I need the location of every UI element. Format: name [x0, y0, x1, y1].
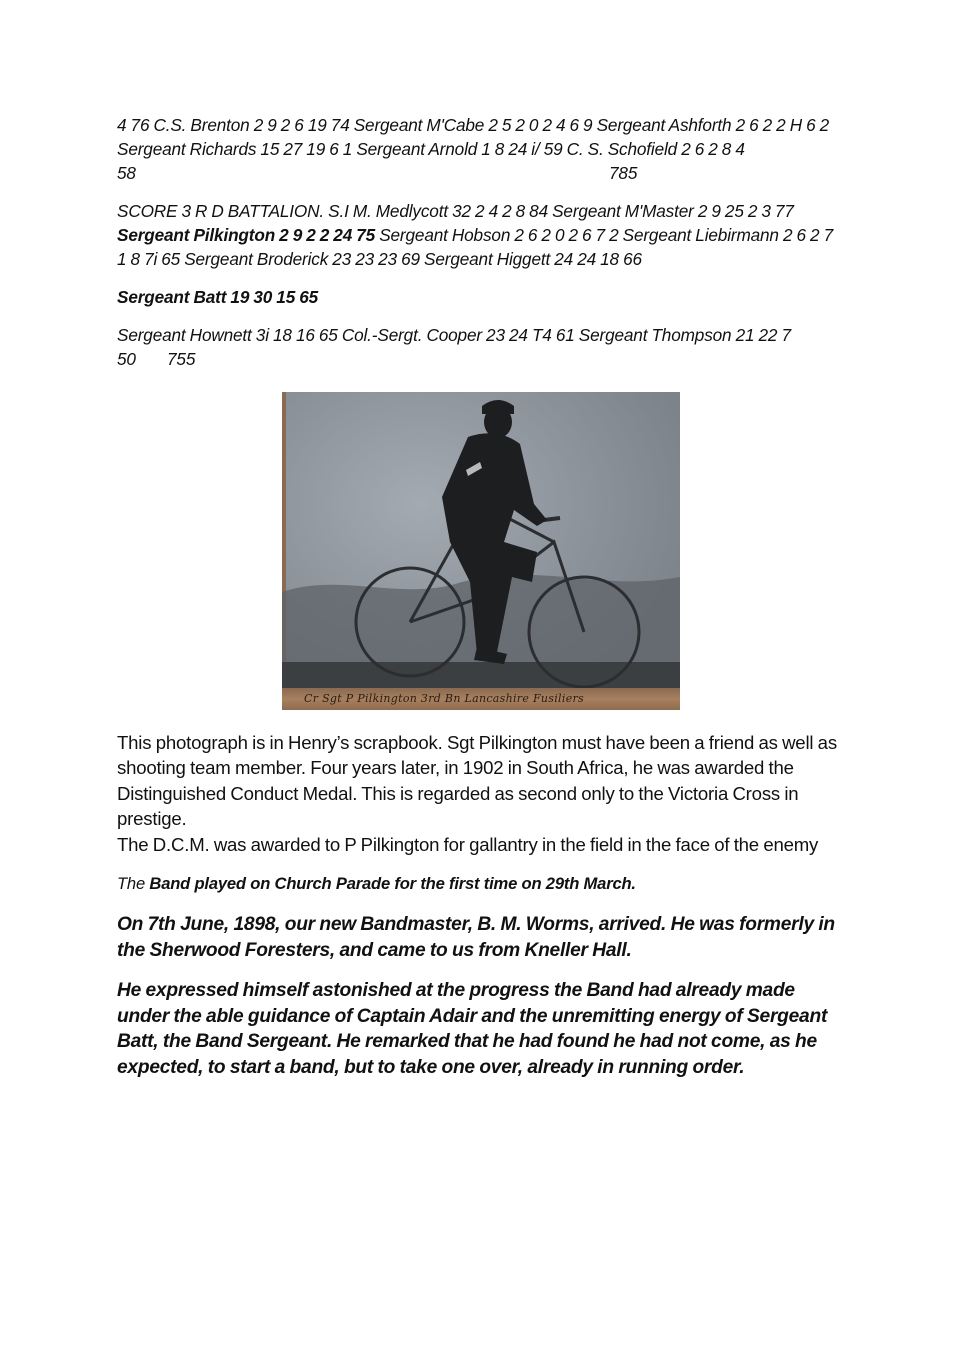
score-total-row — [117, 161, 843, 185]
narrative-section — [117, 730, 843, 1096]
dcm-paragraph: The D.C.M. was awarded to P Pilkington for gallantry in the field in the face of the enemy — [117, 833, 819, 855]
score-block-2 — [117, 199, 843, 271]
score-tail: 58 — [117, 163, 136, 183]
band-text: Band played on Church Parade for the first time on 29th March. — [149, 874, 636, 894]
pilkington-photograph — [282, 392, 680, 710]
document-page — [117, 113, 843, 371]
score-line: Sergeant Hownett 3i 18 16 65 Col.-Sergt. Cooper 23 24 T4 61 Sergeant Thompson 21 22 7 — [117, 325, 791, 345]
band-progress-paragraph: He expressed himself astonished at the progress the Band had already made under the able guidance of Captain Adair and the unremitting energy of Sergeant Batt, the Band Sergeant. He remarked that he had found he had not come, as he expected, to start a band, but to take one over, already in running order. — [117, 980, 828, 1078]
score-text: SCORE 3 R D BATTALION. S.I M. Medlycott 32 2 4 2 8 84 Sergeant M'Master 2 9 25 2 3 77 — [117, 201, 794, 221]
score-total: 755 — [167, 349, 196, 369]
photo-illustration — [282, 392, 680, 710]
score-tail: 50 — [117, 349, 136, 369]
scrapbook-paragraph: This photograph is in Henry’s scrapbook. Sgt Pilkington must have been a friend as well as shooting team member. Four years later, in 1902 in South Africa, he was awarded the Distinguished Conduct Medal. This is regarded as second only to the Victoria Cross in prestige. — [117, 732, 837, 830]
score-block-3 — [117, 285, 843, 309]
church-parade-paragraph — [117, 873, 843, 895]
score-total-row — [117, 347, 843, 371]
score-total: 785 — [609, 163, 638, 183]
highlighted-score-pilkington: Sergeant Pilkington 2 9 2 2 24 75 — [117, 225, 376, 245]
score-text: Sergeant Hobson 2 6 2 0 2 6 7 2 Sergeant Liebirmann 2 6 2 7 1 8 7i 65 Sergeant Broderick 23 23 23 69 Sergeant Higgett 24 24 18 66 — [117, 225, 833, 269]
score-block-1 — [117, 113, 843, 185]
score-line: 4 76 C.S. Brenton 2 9 2 6 19 74 Sergeant M'Cabe 2 5 2 0 2 4 6 9 Sergeant Ashforth 2 6 2 2 H 6 2 Sergeant Richards 15 27 19 6 1 Sergeant Arnold 1 8 24 i/ 59 C. S. Schofield 2 6 2 8 4 — [117, 115, 830, 159]
score-block-4 — [117, 323, 843, 371]
photo-handwritten-caption: Cr Sgt P Pilkington 3rd Bn Lancashire Fusiliers — [282, 688, 680, 710]
highlighted-score-batt: Sergeant Batt 19 30 15 65 — [117, 287, 319, 307]
bandmaster-paragraph: On 7th June, 1898, our new Bandmaster, B. M. Worms, arrived. He was formerly in the Sherwood Foresters, and came to us from Kneller Hall. — [117, 914, 835, 961]
band-prefix: The — [117, 874, 150, 894]
